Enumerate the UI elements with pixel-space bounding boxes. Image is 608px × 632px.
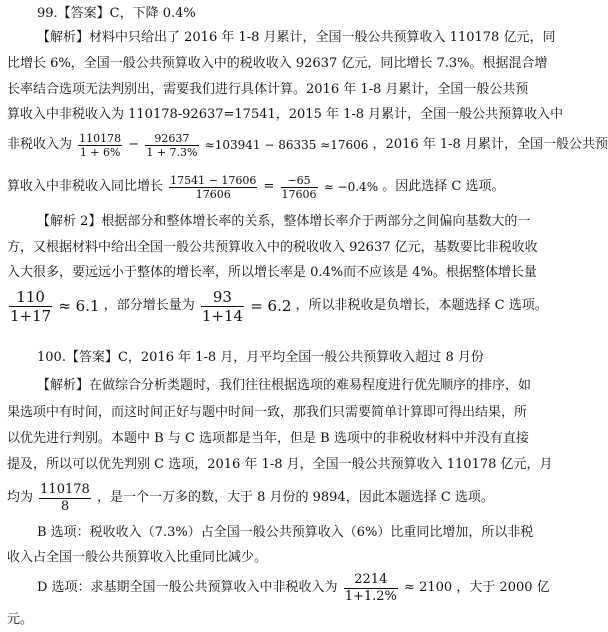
fraction-denominator: 17606	[195, 187, 231, 201]
fraction-whole-increase	[9, 288, 52, 325]
fraction-numerator: 93	[201, 288, 244, 307]
q100-analysis-line-1: 【解析】在做综合分析类题时，我们往往根据选项的难易程度进行优先顺序的排序，如	[37, 378, 532, 393]
q100-analysis-line-4: 提及，所以可以优先判别 C 选项，2016 年 1-8 月，全国一般公共预算收入 110178 亿元，月	[7, 457, 553, 472]
fraction-numerator: 92637	[145, 132, 198, 146]
fraction-numerator: −65	[281, 174, 318, 188]
q100-analysis-line-5	[7, 478, 567, 519]
text: ，是一个一万多的数，大于 8 月份的 9894，因此本题选择 C 选项。	[96, 490, 494, 505]
fraction-tax-over-growth	[145, 132, 198, 159]
fraction-denominator: 1+14	[201, 306, 244, 325]
q100-option-d-line-1	[37, 568, 567, 609]
q99-answer-line: 99.【答案】C，下降 0.4%	[37, 6, 196, 21]
text: ，2016 年 1-8 月累计，全国一般公共预	[372, 137, 608, 152]
text: 算收入中非税收入同比增长	[7, 179, 164, 194]
text: ，大于 2000 亿	[456, 580, 550, 595]
fraction-numerator: 110178	[40, 481, 90, 497]
q99-analysis2-line-2: 方，又根据材料中给出全国一般公共预算收入中的税收收入 92637 亿元，基数要比非税收收	[7, 240, 538, 255]
q99-analysis-line-4: 算收入中非税收入为 110178-92637=17541，2015 年 1-8 月累计，全国一般公共预算收入中	[7, 107, 564, 122]
text: 均为	[7, 490, 34, 505]
fraction-denominator: 1 + 6%	[79, 145, 121, 159]
fraction-monthly-average	[39, 482, 91, 515]
fraction-denominator: 8	[60, 498, 70, 514]
fraction-numerator: 17541 − 17606	[170, 173, 257, 187]
fraction-current-over-growth	[78, 132, 122, 159]
text: D 选项：求基期全国一般公共预算收入中非税收入为	[37, 580, 338, 595]
q99-analysis2-line-1: 【解析 2】根据部分和整体增长率的关系，整体增长率介于两部分之间偏向基数大的一	[37, 214, 531, 229]
q99-analysis2-line-3: 入大很多，要远远小于整体的增长率，所以增长率是 0.4%而不应该是 4%。根据整体增长量	[7, 265, 537, 280]
fraction-denominator: 1+1.2%	[344, 588, 397, 604]
fraction-numerator: 2214	[344, 572, 398, 589]
fraction-difference	[281, 174, 318, 201]
q99-analysis-line-5	[7, 130, 608, 161]
q100-answer-line: 100.【答案】C，2016 年 1-8 月，月平均全国一般公共预算收入超过 8 月份	[37, 350, 484, 365]
q99-analysis-line-3: 长率结合选项无法判别出，需要我们进行具体计算。2016 年 1-8 月累计，全国一般公共预	[7, 82, 529, 97]
approx-result: ≈ 6.1	[58, 297, 100, 315]
q99-analysis-line-6	[7, 172, 567, 203]
approx-result: ≈ −0.4%	[323, 180, 379, 194]
text: 非税收入为	[7, 137, 73, 152]
minus-sign: −	[128, 137, 140, 152]
q100-option-b-line-1: B 选项：税收收入（7.3%）占全国一般公共预算收入（6%）比重同比增加，所以非税	[37, 525, 534, 540]
q100-analysis-line-2: 果选项中有时间，而这时间正好与题中时间一致，那我们只需要简单计算即可得出结果，所	[7, 405, 528, 420]
fraction-numerator: 110	[9, 288, 52, 307]
text: ，部分增长量为	[103, 298, 195, 313]
q99-analysis2-line-4	[7, 285, 567, 328]
fraction-growth-rate	[169, 174, 257, 201]
fraction-base-period	[344, 572, 398, 605]
equals-result: = 6.2	[250, 297, 292, 315]
approx-result: ≈ 2100	[404, 580, 453, 595]
q100-option-b-line-2: 收入占全国一般公共预算收入比重同比减少。	[7, 550, 268, 565]
text: ，所以非税收是负增长，本题选择 C 选项。	[295, 298, 548, 313]
approx-result: ≈103941 − 86335 ≈17606	[204, 138, 369, 152]
q100-analysis-line-3: 以优先进行判别。本题中 B 与 C 选项都是当年，但是 B 选项中的非税收材料中并没有直接	[7, 431, 529, 446]
fraction-denominator: 1 + 7.3%	[146, 145, 198, 159]
fraction-numerator: 110178	[79, 131, 122, 145]
q100-option-d-line-2: 元。	[7, 612, 34, 627]
fraction-denominator: 1+17	[10, 306, 52, 325]
equals-sign: =	[263, 179, 275, 194]
fraction-denominator: 17606	[281, 187, 317, 201]
q99-analysis-line-2: 比增长 6%，全国一般公共预算收入中的税收收入 92637 亿元，同比增长 7.3%。根据混合增	[7, 56, 548, 71]
q99-analysis-line-1: 【解析】材料中只给出了 2016 年 1-8 月累计，全国一般公共预算收入 110178 亿元，同	[37, 30, 556, 45]
text: 。因此选择 C 选项。	[382, 179, 505, 194]
fraction-part-increase	[201, 288, 244, 325]
